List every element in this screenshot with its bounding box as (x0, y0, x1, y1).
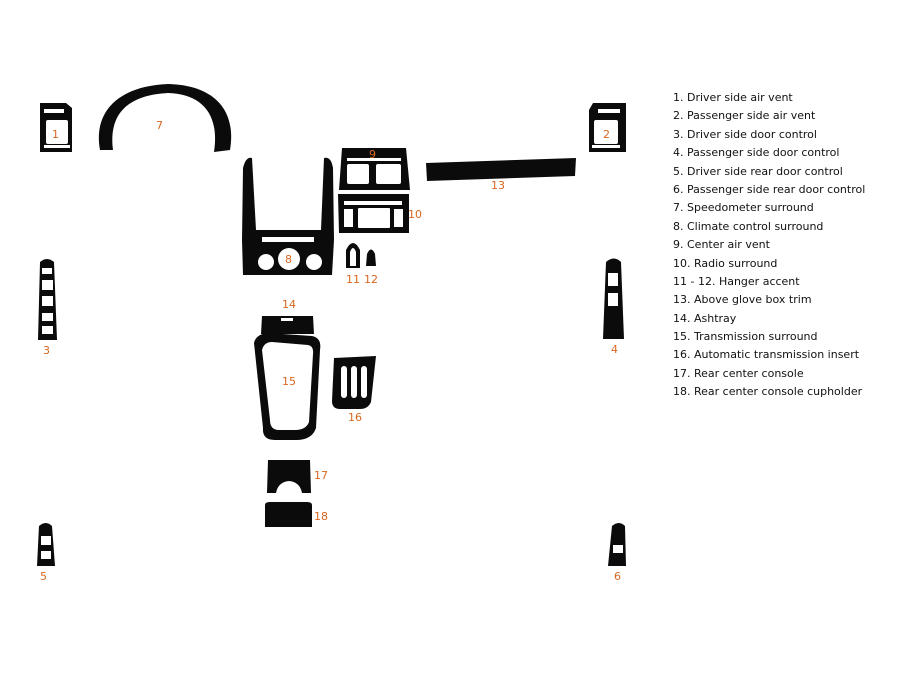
part-14-ashtray (261, 298, 314, 334)
legend-item: 8. Climate control surround (673, 219, 824, 233)
part-number-16: 16 (348, 411, 362, 424)
part-number-2: 2 (603, 128, 610, 141)
part-number-3: 3 (43, 344, 50, 357)
legend-item: 15. Transmission surround (673, 330, 818, 344)
legend-item: 2. Passenger side air vent (673, 109, 816, 123)
part-number-10: 10 (408, 208, 422, 221)
legend-item: 4. Passenger side door control (673, 146, 840, 160)
part-6-passenger-rear-door-control (608, 523, 626, 583)
legend-item: 9. Center air vent (673, 238, 770, 252)
part-number-5: 5 (40, 570, 47, 583)
part-8-climate-control-surround (242, 158, 334, 275)
legend-item: 10. Radio surround (673, 256, 778, 270)
part-number-11: 11 (346, 273, 360, 286)
legend-item: 11 - 12. Hanger accent (673, 274, 800, 288)
legend-item: 18. Rear center console cupholder (673, 385, 863, 399)
part-17-rear-center-console (267, 460, 328, 493)
part-5-driver-rear-door-control (37, 523, 55, 583)
part-10-radio-surround (338, 194, 422, 233)
legend-item: 5. Driver side rear door control (673, 164, 843, 178)
part-1-driver-air-vent (40, 103, 72, 152)
part-18-rear-center-console-cupholder (265, 502, 328, 527)
part-3-driver-door-control (38, 259, 57, 357)
part-15-transmission-surround (254, 333, 320, 440)
legend-item: 7. Speedometer surround (673, 201, 814, 215)
part-number-8: 8 (285, 253, 292, 266)
part-number-15: 15 (282, 375, 296, 388)
part-12-hanger-accent (364, 250, 378, 287)
part-4-passenger-door-control (603, 259, 624, 357)
legend-item: 17. Rear center console (673, 366, 804, 380)
part-number-13: 13 (491, 179, 505, 192)
legend-item: 3. Driver side door control (673, 127, 817, 141)
part-number-18: 18 (314, 510, 328, 523)
part-number-9: 9 (369, 148, 376, 161)
part-9-center-air-vent (339, 148, 410, 190)
legend-item: 13. Above glove box trim (673, 293, 812, 307)
part-number-6: 6 (614, 570, 621, 583)
part-11-hanger-accent (346, 243, 360, 286)
part-number-7: 7 (156, 119, 163, 132)
legend-item: 16. Automatic transmission insert (673, 348, 860, 362)
part-13-above-glove-box-trim (426, 158, 576, 192)
legend-item: 1. Driver side air vent (673, 91, 793, 104)
legend-item: 6. Passenger side rear door control (673, 182, 866, 196)
part-number-4: 4 (611, 343, 618, 356)
part-2-passenger-air-vent (589, 103, 626, 152)
part-number-1: 1 (52, 128, 59, 141)
legend-item: 14. Ashtray (673, 311, 737, 325)
parts-legend (673, 89, 895, 402)
part-number-14: 14 (282, 298, 296, 311)
part-7-speedometer-surround (99, 84, 231, 152)
part-number-12: 12 (364, 273, 378, 286)
part-16-automatic-transmission-insert (332, 356, 376, 424)
part-number-17: 17 (314, 469, 328, 482)
